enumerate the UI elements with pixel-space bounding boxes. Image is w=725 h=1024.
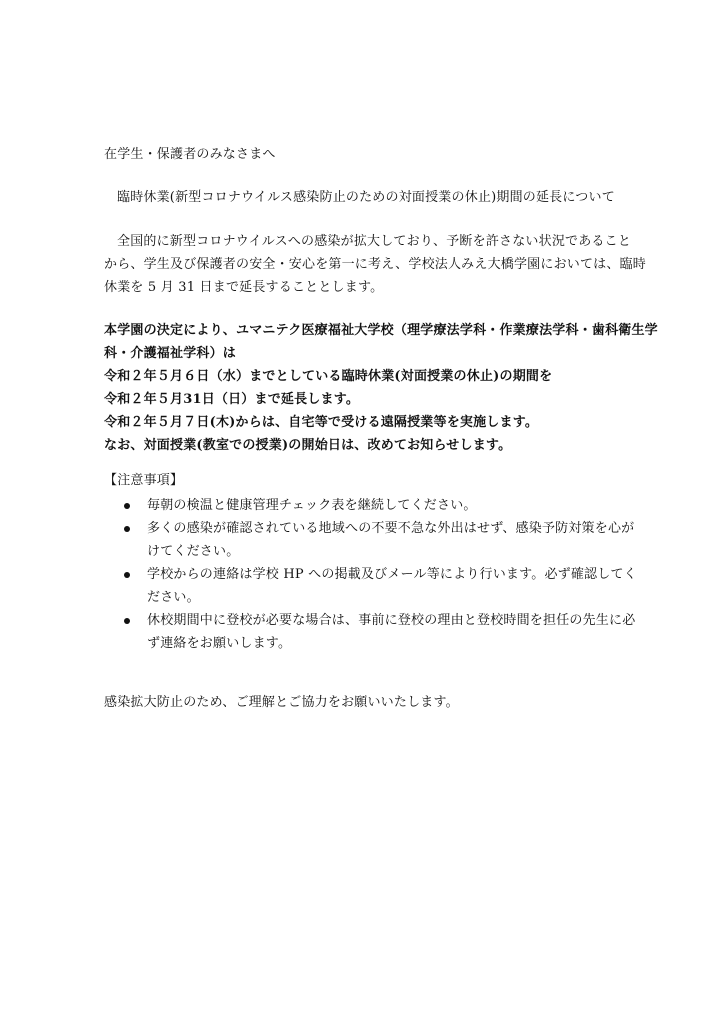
notice-line: 科・介護福祉学科）は: [104, 346, 237, 361]
caution-item-text: 休校期間中に登校が必要な場合は、事前に登校の理由と登校時間を担任の先生に必: [147, 613, 636, 628]
salutation: 在学生・保護者のみなさまへ: [104, 147, 276, 162]
bullet-icon: [124, 618, 130, 624]
intro-line: 全国的に新型コロナウイルスへの感染が拡大しており、予断を許さない状況であること: [117, 234, 632, 249]
notice-line: 本学園の決定により、ユマニテク医療福祉大学校（理学療法学科・作業療法学科・歯科衛生学: [104, 323, 658, 338]
caution-item-text: ださい。: [147, 590, 200, 605]
cautions-heading: 【注意事項】: [104, 473, 184, 488]
notice-line: 令和２年５月31日（日）まで延長します。: [104, 392, 360, 407]
intro-line: 休業を 5 月 31 日まで延長することとします。: [104, 280, 384, 295]
bullet-icon: [124, 526, 130, 532]
notice-line: 令和２年５月６日（水）までとしている臨時休業(対面授業の休止)の期間を: [104, 369, 553, 384]
caution-item-text: 多くの感染が確認されている地域への不要不急な外出はせず、感染予防対策を心が: [147, 521, 635, 536]
bullet-icon: [124, 503, 130, 509]
document-title: 臨時休業(新型コロナウイルス感染防止のための対面授業の休止)期間の延長について: [117, 190, 615, 205]
notice-line: 令和２年５月７日(木)からは、自宅等で受ける遠隔授業等を実施します。: [104, 415, 539, 430]
bullet-icon: [124, 572, 130, 578]
caution-item-text: けてください。: [147, 544, 240, 559]
intro-line: から、学生及び保護者の安全・安心を第一に考え、学校法人みえ大橋学園においては、臨時: [104, 257, 646, 272]
notice-line: なお、対面授業(教室での授業)の開始日は、改めてお知らせします。: [104, 438, 512, 453]
caution-item-text: 毎朝の検温と健康管理チェック表を継続してください。: [147, 498, 477, 513]
caution-item-text: 学校からの連絡は学校 HP への掲載及びメール等により行います。必ず確認してく: [147, 567, 637, 582]
caution-item-text: ず連絡をお願いします。: [147, 636, 292, 651]
closing-remark: 感染拡大防止のため、ご理解とご協力をお願いいたします。: [104, 695, 459, 710]
